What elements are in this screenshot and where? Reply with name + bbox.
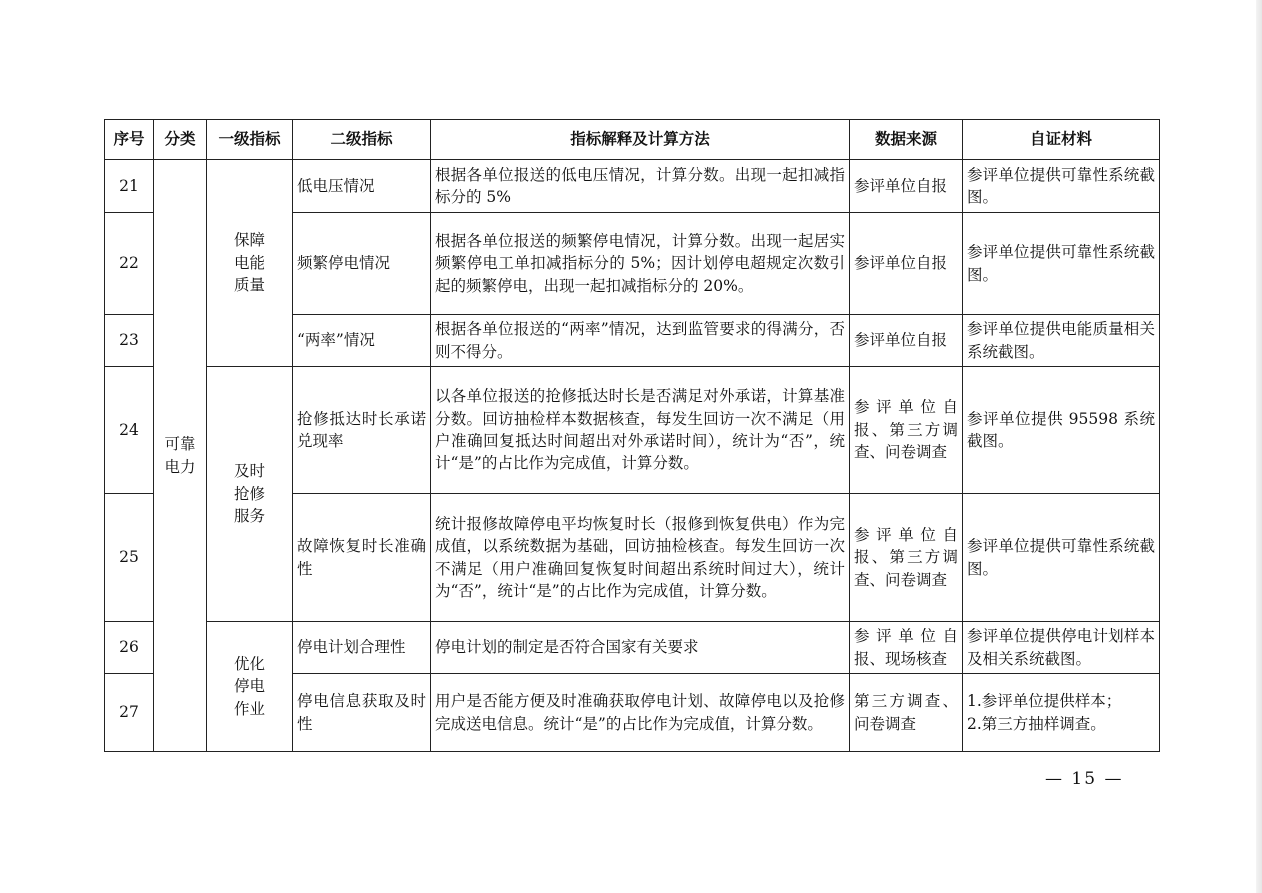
evidence-cell: 参评单位提供可靠性系统截图。 [963, 494, 1160, 622]
method-cell: 以各单位报送的抢修抵达时长是否满足对外承诺，计算基准分数。回访抽检样本数据核查，每发生回访一次不满足（用户准确回复抵达时间超出对外承诺时间），统计为“否”，统计“是”的占比作为完成值，计算分数。 [431, 367, 850, 494]
source-cell: 参评单位自报 [850, 315, 963, 367]
level1-cell [207, 367, 293, 622]
header-level1: 一级指标 [207, 120, 293, 160]
row-no: 23 [105, 315, 154, 367]
method-cell: 停电计划的制定是否符合国家有关要求 [431, 622, 850, 674]
source-cell: 参评单位自报 [850, 213, 963, 315]
evidence-cell: 1.参评单位提供样本； 2.第三方抽样调查。 [963, 674, 1160, 752]
table-header-row [105, 120, 1160, 160]
source-cell: 参评单位自报、第三方调查、问卷调查 [850, 494, 963, 622]
page-number: — 15 — [1045, 769, 1124, 789]
row-no: 21 [105, 160, 154, 213]
evidence-cell: 参评单位提供可靠性系统截图。 [963, 160, 1160, 213]
header-no: 序号 [105, 120, 154, 160]
level2-cell: 频繁停电情况 [293, 213, 431, 315]
level2-cell: 停电计划合理性 [293, 622, 431, 674]
table-row [105, 160, 1160, 213]
level1-cell [207, 160, 293, 367]
level2-cell: 故障恢复时长准确性 [293, 494, 431, 622]
table-row [105, 622, 1160, 674]
method-cell: 根据各单位报送的低电压情况，计算分数。出现一起扣减指标分的 5% [431, 160, 850, 213]
page-edge [1256, 0, 1262, 893]
level1-cell [207, 622, 293, 752]
evidence-cell: 参评单位提供停电计划样本及相关系统截图。 [963, 622, 1160, 674]
header-evidence: 自证材料 [963, 120, 1160, 160]
source-cell: 参评单位自报、第三方调查、问卷调查 [850, 367, 963, 494]
level1-label: 保障电能质量 [233, 231, 265, 295]
level1-label: 及时抢修服务 [233, 462, 265, 526]
table-row [105, 367, 1160, 494]
header-level2: 二级指标 [293, 120, 431, 160]
level2-cell: 低电压情况 [293, 160, 431, 213]
level2-cell: 停电信息获取及时性 [293, 674, 431, 752]
level2-cell: 抢修抵达时长承诺兑现率 [293, 367, 431, 494]
row-no: 22 [105, 213, 154, 315]
evidence-cell: 参评单位提供可靠性系统截图。 [963, 213, 1160, 315]
header-source: 数据来源 [850, 120, 963, 160]
category-label: 可靠电力 [164, 435, 196, 476]
row-no: 24 [105, 367, 154, 494]
level1-label: 优化停电作业 [233, 654, 265, 718]
method-cell: 用户是否能方便及时准确获取停电计划、故障停电以及抢修完成送电信息。统计“是”的占比作为完成值，计算分数。 [431, 674, 850, 752]
source-cell: 参评单位自报、现场核查 [850, 622, 963, 674]
row-no: 25 [105, 494, 154, 622]
source-cell: 参评单位自报 [850, 160, 963, 213]
category-cell [154, 160, 207, 752]
indicator-table [104, 119, 1160, 752]
method-cell: 根据各单位报送的“两率”情况，达到监管要求的得满分，否则不得分。 [431, 315, 850, 367]
method-cell: 根据各单位报送的频繁停电情况，计算分数。出现一起居实频繁停电工单扣减指标分的 5%；因计划停电超规定次数引起的频繁停电，出现一起扣减指标分的 20%。 [431, 213, 850, 315]
row-no: 26 [105, 622, 154, 674]
row-no: 27 [105, 674, 154, 752]
evidence-cell: 参评单位提供电能质量相关系统截图。 [963, 315, 1160, 367]
method-cell: 统计报修故障停电平均恢复时长（报修到恢复供电）作为完成值，以系统数据为基础，回访抽检核查。每发生回访一次不满足（用户准确回复恢复时间超出系统时间过大），统计为“否”，统计“是”的占比作为完成值，计算分数。 [431, 494, 850, 622]
source-cell: 第三方调查、问卷调查 [850, 674, 963, 752]
header-category: 分类 [154, 120, 207, 160]
level2-cell: “两率”情况 [293, 315, 431, 367]
header-method: 指标解释及计算方法 [431, 120, 850, 160]
evidence-cell: 参评单位提供 95598 系统截图。 [963, 367, 1160, 494]
